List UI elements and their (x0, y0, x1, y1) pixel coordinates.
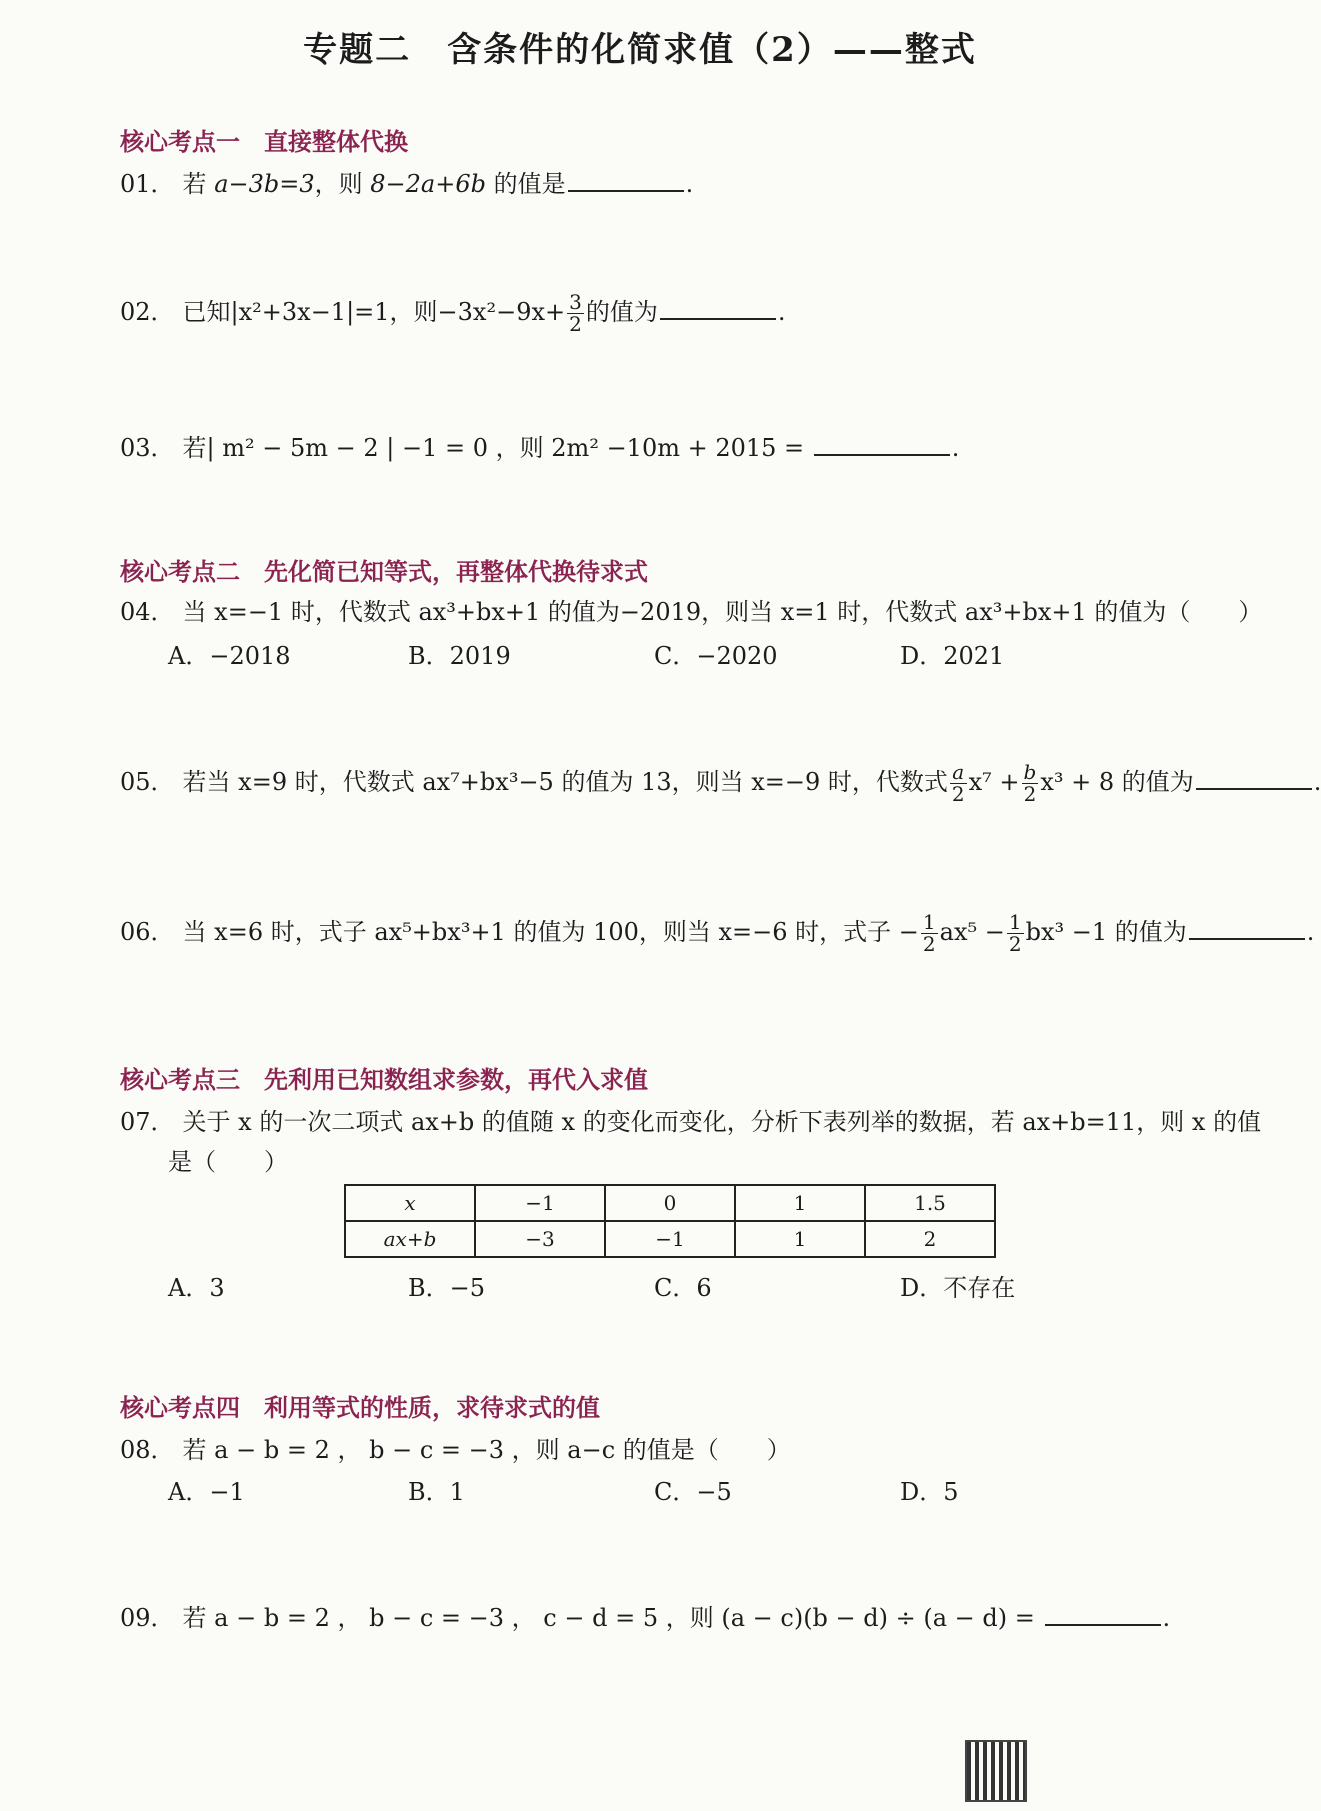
question-07 (120, 1102, 1261, 1137)
page-title: 专题二 含条件的化简求值（2）——整式 (303, 30, 977, 70)
table-cell: −3 (475, 1221, 605, 1257)
question-03 (120, 428, 959, 463)
answer-blank[interactable] (1189, 920, 1305, 940)
section-heading-1: 核心考点一 直接整体代换 (120, 128, 408, 156)
question-text: 关于 x 的一次二项式 ax+b 的值随 x 的变化而变化，分析下表列举的数据，若 ax+b=11，则 x 的值 (182, 1108, 1262, 1136)
fraction-numerator: b (1023, 760, 1037, 784)
question-text: ，则 (314, 170, 371, 198)
question-text: 若当 x=9 时，代数式 ax⁷+bx³−5 的值为 13，则当 x=−9 时，代数式 (182, 768, 948, 796)
option-c[interactable]: C．−2020 (654, 642, 778, 670)
period: . (1313, 768, 1321, 796)
fraction-numerator: 1 (1008, 910, 1022, 934)
option-d[interactable]: D．不存在 (900, 1274, 1016, 1302)
option-a[interactable]: A．−1 (168, 1478, 245, 1506)
section-heading-3: 核心考点三 先利用已知数组求参数，再代入求值 (120, 1066, 648, 1094)
period: . (1162, 1604, 1171, 1632)
question-text: 若| m² − 5m − 2 | −1 = 0 ，则 2m² −10m + 2015 = (182, 434, 812, 462)
option-a[interactable]: A．3 (168, 1274, 225, 1302)
option-c[interactable]: C．6 (654, 1274, 712, 1302)
fraction-denominator: 2 (951, 782, 965, 806)
answer-blank[interactable] (1045, 1606, 1161, 1626)
question-number: 03． (120, 434, 175, 462)
answer-blank[interactable] (660, 300, 776, 320)
question-07-line2: 是（ ） (168, 1148, 288, 1176)
fraction (921, 912, 938, 955)
question-number: 06． (120, 918, 175, 946)
fraction-denominator: 2 (1023, 782, 1037, 806)
question-number: 09． (120, 1604, 175, 1632)
fraction (950, 762, 967, 805)
fraction-denominator: 2 (569, 312, 582, 336)
table-cell: −1 (605, 1221, 735, 1257)
question-text: 当 x=6 时，式子 ax⁵+bx³+1 的值为 100，则当 x=−6 时，式子 − (182, 918, 919, 946)
section-heading-2: 核心考点二 先化简已知等式，再整体代换待求式 (120, 558, 648, 586)
period: . (777, 298, 786, 326)
question-05 (120, 762, 1321, 805)
question-text: x⁷ + (968, 768, 1020, 796)
table-cell: 2 (865, 1221, 995, 1257)
fraction-numerator: 1 (922, 910, 936, 934)
option-b[interactable]: B．2019 (408, 642, 511, 670)
question-text: bx³ −1 的值为 (1025, 918, 1187, 946)
option-b[interactable]: B．1 (408, 1478, 465, 1506)
table-row (345, 1221, 995, 1257)
table-row (345, 1185, 995, 1221)
fraction (567, 292, 584, 335)
question-text: 若 a − b = 2 ， b − c = −3 ， c − d = 5 ，则 (a − c)(b − d) ÷ (a − d) = (182, 1604, 1043, 1632)
fraction-numerator: a (950, 762, 967, 784)
condition-expr: a−3b=3 (214, 170, 315, 198)
answer-blank[interactable] (568, 172, 684, 192)
table-cell: 0 (605, 1185, 735, 1221)
question-number: 07． (120, 1108, 175, 1136)
value-table (344, 1184, 996, 1258)
question-08 (120, 1430, 791, 1465)
period: . (951, 434, 960, 462)
question-text: 若 (182, 170, 215, 198)
table-cell: 1.5 (865, 1185, 995, 1221)
fraction-numerator: 3 (569, 290, 582, 314)
option-a[interactable]: A．−2018 (168, 642, 291, 670)
option-b[interactable]: B．−5 (408, 1274, 486, 1302)
question-text: 的值是 (485, 170, 566, 198)
question-number: 05． (120, 768, 175, 796)
question-text: x³ + 8 的值为 (1040, 768, 1194, 796)
table-cell: 1 (735, 1185, 865, 1221)
question-01 (120, 164, 693, 199)
period: . (1306, 918, 1315, 946)
question-text: 当 x=−1 时，代数式 ax³+bx+1 的值为−2019，则当 x=1 时，代数式 ax³+bx+1 的值为（ ） (182, 598, 1263, 626)
question-text: ax⁵ − (939, 918, 1005, 946)
question-text: 若 a − b = 2 ， b − c = −3 ，则 a−c 的值是（ ） (182, 1436, 791, 1464)
question-02 (120, 292, 785, 335)
answer-blank[interactable] (1196, 770, 1312, 790)
question-09 (120, 1598, 1170, 1633)
option-d[interactable]: D．2021 (900, 642, 1005, 670)
question-number: 04． (120, 598, 175, 626)
answer-blank[interactable] (814, 436, 950, 456)
period: . (685, 170, 694, 198)
question-04 (120, 592, 1262, 627)
question-number: 02． (120, 298, 175, 326)
section-heading-4: 核心考点四 利用等式的性质，求待求式的值 (120, 1394, 600, 1422)
option-d[interactable]: D．5 (900, 1478, 959, 1506)
question-06 (120, 912, 1314, 955)
question-number: 08． (120, 1436, 175, 1464)
table-cell: −1 (475, 1185, 605, 1221)
fraction-denominator: 2 (1008, 932, 1022, 956)
table-cell: ax+b (345, 1221, 475, 1257)
question-text: 已知|x²+3x−1|=1，则−3x²−9x+ (182, 298, 566, 326)
qr-code-icon (965, 1740, 1027, 1802)
question-number: 01． (120, 170, 175, 198)
table-cell: x (345, 1185, 475, 1221)
table-cell: 1 (735, 1221, 865, 1257)
fraction (1022, 762, 1039, 805)
question-text: 的值为 (585, 298, 658, 326)
target-expr: 8−2a+6b (370, 170, 486, 198)
fraction-denominator: 2 (922, 932, 936, 956)
option-c[interactable]: C．−5 (654, 1478, 732, 1506)
fraction (1007, 912, 1024, 955)
